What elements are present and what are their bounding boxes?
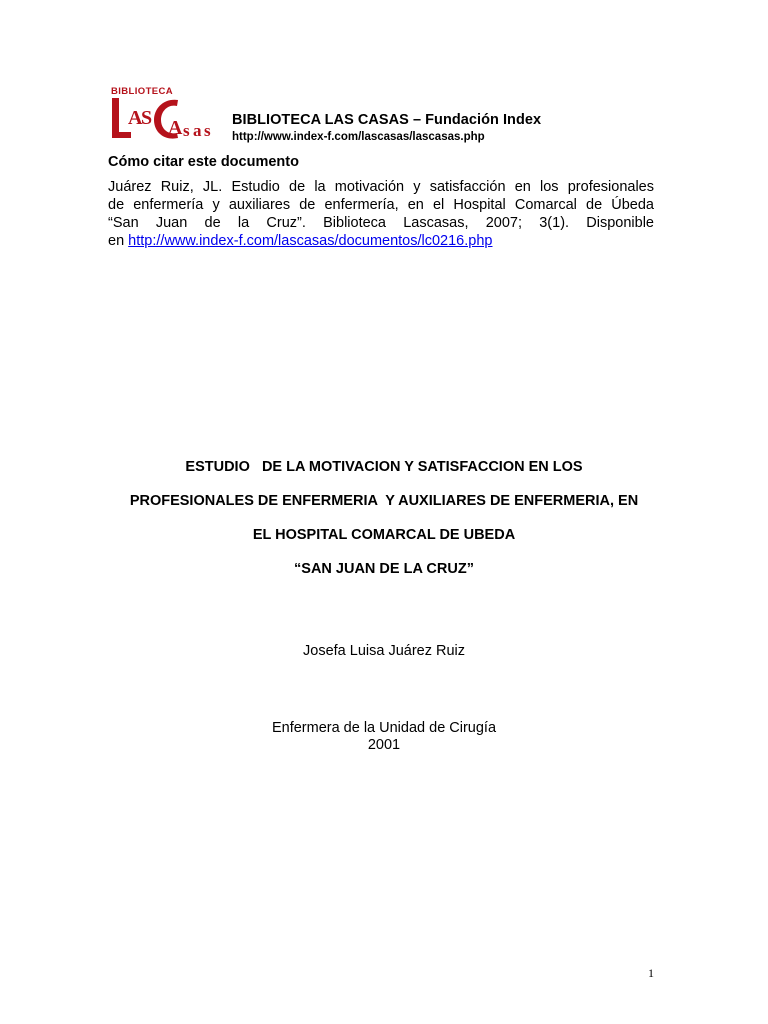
svg-text:a: a [193,121,202,140]
library-header [108,84,668,146]
citation-body [108,178,654,250]
document-title-line-1: ESTUDIO DE LA MOTIVACION Y SATISFACCION EN LOS [185,459,583,475]
author-name: Josefa Luisa Juárez Ruiz [303,643,465,659]
lascasas-logo-graphic [108,84,220,144]
citation-heading: Cómo citar este documento [108,154,299,170]
document-title-line-2: PROFESIONALES DE ENFERMERIA Y AUXILIARES DE ENFERMERIA, EN [129,493,639,509]
logo-letters [112,98,211,140]
logo-top-text: BIBLIOTECA [111,86,174,97]
svg-text:s: s [183,121,190,140]
citation-line: de enfermería y auxiliares de enfermería, en el Hospital Comarcal de Úbeda [108,197,654,213]
citation-line-last [108,232,654,250]
citation-link[interactable]: http://www.index-f.com/lascasas/documentos/lc0216.php [128,233,493,249]
svg-text:A: A [128,107,143,129]
library-title: BIBLIOTECA LAS CASAS – Fundación Index [232,112,542,128]
document-year: 2001 [367,737,401,753]
svg-text:A: A [168,117,183,139]
author-role: Enfermera de la Unidad de Cirugía [271,720,497,736]
svg-text:S: S [141,107,153,129]
citation-line: Juárez Ruiz, JL. Estudio de la motivación y satisfacción en los profesionales [108,179,654,195]
library-url[interactable]: http://www.index-f.com/lascasas/lascasas.php [232,131,485,143]
document-title-line-4: “SAN JUAN DE LA CRUZ” [294,561,474,577]
page-number: 1 [648,966,654,980]
citation-line: “San Juan de la Cruz”. Biblioteca Lascasas, 2007; 3(1). Disponible [108,215,654,231]
citation-prefix: en [108,233,129,249]
lascasas-logo [108,84,220,144]
document-title-line-3: EL HOSPITAL COMARCAL DE UBEDA [252,527,516,543]
svg-text:s: s [204,121,211,140]
